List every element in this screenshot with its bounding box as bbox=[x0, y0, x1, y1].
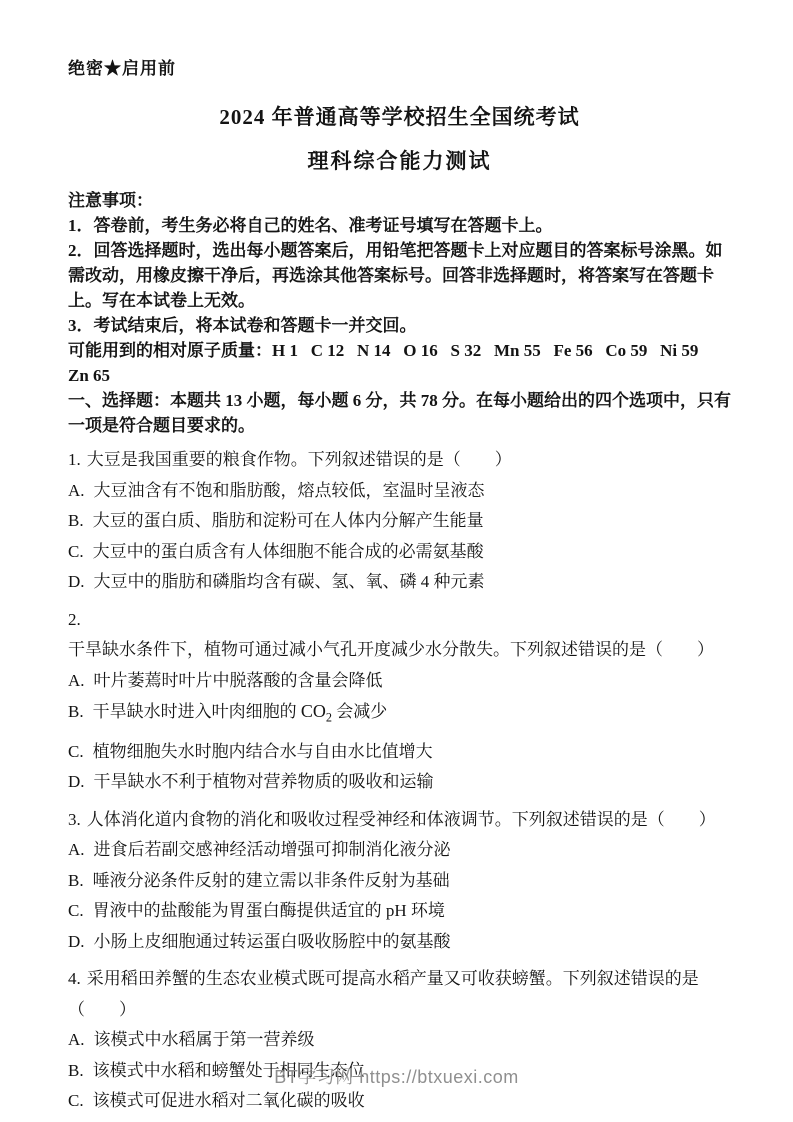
option-label: A. bbox=[68, 670, 85, 690]
section-heading: 一、选择题：本题共 13 小题，每小题 6 分，共 78 分。在每小题给出的四个选项中，只有一项是符合题目要求的。 bbox=[68, 391, 731, 435]
atomic-mass-line-2: Zn 65 bbox=[68, 366, 111, 385]
option-text: 该模式可促进水稻对二氧化碳的吸收 bbox=[92, 1091, 365, 1110]
option-text: 大豆油含有不饱和脂肪酸，熔点较低，室温时呈液态 bbox=[93, 480, 485, 500]
question-3-stem bbox=[68, 805, 731, 836]
question-4-option-a bbox=[68, 1025, 731, 1056]
question-1-option-c bbox=[68, 537, 731, 568]
question-3-number: 3. bbox=[68, 809, 81, 829]
co2-formula-base: CO bbox=[300, 701, 326, 721]
question-1-stem-text: 大豆是我国重要的粮食作物。下列叙述错误的是（ ） bbox=[86, 450, 512, 469]
option-text: 该模式中水稻属于第一营养级 bbox=[93, 1030, 315, 1049]
exam-title: 2024 年普通高等学校招生全国统考试 bbox=[219, 105, 580, 129]
question-2-option-b bbox=[68, 696, 731, 728]
question-2 bbox=[68, 605, 731, 798]
option-label: A. bbox=[68, 480, 85, 500]
question-4-stem bbox=[68, 964, 731, 1025]
question-1-stem bbox=[68, 445, 731, 476]
co2-formula bbox=[300, 701, 332, 725]
option-text: 干旱缺水不利于植物对营养物质的吸收和运输 bbox=[93, 772, 434, 791]
question-1-option-d bbox=[68, 567, 731, 598]
question-3-option-a bbox=[68, 835, 731, 866]
option-text: 大豆的蛋白质、脂肪和淀粉可在人体内分解产生能量 bbox=[92, 511, 484, 530]
option-text: 小肠上皮细胞通过转运蛋白吸收肠腔中的氨基酸 bbox=[93, 931, 451, 951]
option-label: D. bbox=[68, 931, 85, 951]
option-label: D. bbox=[68, 572, 85, 591]
question-1-number: 1. bbox=[68, 450, 81, 469]
option-text: 该模式中水稻和螃蟹处于相同生态位 bbox=[92, 1060, 365, 1080]
option-text: 胃液中的盐酸能为胃蛋白酶提供适宜的 pH 环境 bbox=[92, 901, 445, 920]
option-text: 大豆中的蛋白质含有人体细胞不能合成的必需氨基酸 bbox=[92, 541, 484, 561]
notice-item-3: 3．考试结束后，将本试卷和答题卡一并交回。 bbox=[68, 316, 417, 335]
option-label: C. bbox=[68, 541, 84, 561]
notice-heading: 注意事项： bbox=[68, 191, 153, 210]
option-label: C. bbox=[68, 741, 84, 761]
option-text: 会减少 bbox=[331, 702, 388, 721]
question-1-option-a bbox=[68, 476, 731, 507]
question-4-number: 4. bbox=[68, 969, 81, 988]
question-2-number: 2. bbox=[68, 609, 81, 629]
option-text: 进食后若副交感神经活动增强可抑制消化液分泌 bbox=[93, 840, 451, 859]
notice-item-1: 1．答卷前，考生务必将自己的姓名、准考证号填写在答题卡上。 bbox=[68, 216, 553, 235]
question-4-stem-text: 采用稻田养蟹的生态农业模式既可提高水稻产量又可收获螃蟹。下列叙述错误的是（ ） bbox=[68, 969, 699, 1019]
question-3-option-b bbox=[68, 866, 731, 897]
question-1-option-b bbox=[68, 506, 731, 537]
footer-watermark: BT学习网 https://btxuexi.com bbox=[274, 1067, 519, 1087]
notice-item-2: 2．回答选择题时，选出每小题答案后，用铅笔把答题卡上对应题目的答案标号涂黑。如需改动，用橡皮擦干净后，再选涂其他答案标号。回答非选择题时，将答案写在答题卡上。写在本试卷上无效。 bbox=[68, 241, 723, 310]
option-text: 唾液分泌条件反射的建立需以非条件反射为基础 bbox=[92, 870, 450, 890]
question-4-option-c bbox=[68, 1086, 731, 1117]
option-label: A. bbox=[68, 840, 85, 859]
co2-formula-subscript: 2 bbox=[325, 710, 332, 725]
option-label: C. bbox=[68, 1091, 84, 1110]
question-4 bbox=[68, 964, 731, 1117]
option-text: 大豆中的脂肪和磷脂均含有碳、氢、氧、磷 4 种元素 bbox=[93, 572, 485, 591]
notice-block bbox=[68, 188, 731, 438]
question-3-stem-text: 人体消化道内食物的消化和吸收过程受神经和体液调节。下列叙述错误的是（ ） bbox=[86, 809, 716, 829]
option-label: B. bbox=[68, 870, 84, 890]
option-label: B. bbox=[68, 702, 84, 721]
option-label: A. bbox=[68, 1030, 85, 1049]
question-3-option-c bbox=[68, 896, 731, 927]
question-2-option-a bbox=[68, 666, 731, 697]
option-label: D. bbox=[68, 772, 85, 791]
option-text: 干旱缺水时进入叶肉细胞的 bbox=[92, 702, 301, 721]
question-list bbox=[68, 445, 731, 1117]
question-3 bbox=[68, 805, 731, 958]
option-label: B. bbox=[68, 511, 84, 530]
question-2-option-d bbox=[68, 767, 731, 798]
classification-label: 绝密★启用前 bbox=[68, 59, 176, 78]
page-content bbox=[68, 54, 731, 1117]
question-2-option-c bbox=[68, 737, 731, 768]
atomic-mass-line-1: 可能用到的相对原子质量：H 1 C 12 N 14 O 16 S 32 Mn 55 Fe 56 Co 59 Ni 59 bbox=[68, 341, 699, 360]
question-1 bbox=[68, 445, 731, 598]
exam-subtitle: 理科综合能力测试 bbox=[307, 149, 492, 173]
option-label: B. bbox=[68, 1060, 84, 1080]
question-3-option-d bbox=[68, 927, 731, 958]
question-2-stem-text: 干旱缺水条件下，植物可通过减小气孔开度减少水分散失。下列叙述错误的是（ ） bbox=[68, 640, 714, 659]
option-label: C. bbox=[68, 901, 84, 920]
question-2-stem bbox=[68, 605, 731, 666]
option-text: 植物细胞失水时胞内结合水与自由水比值增大 bbox=[92, 741, 433, 761]
option-text: 叶片萎蔫时叶片中脱落酸的含量会降低 bbox=[93, 670, 383, 690]
